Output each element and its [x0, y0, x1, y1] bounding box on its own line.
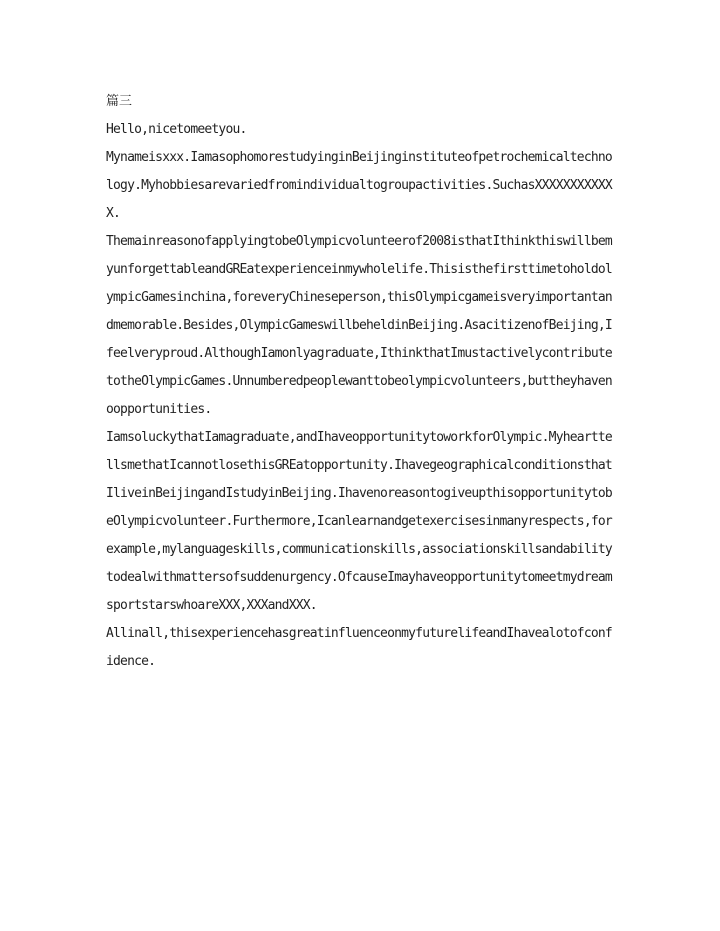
text-line: X. — [106, 206, 121, 221]
text-line: ThemainreasonofapplyingtobeOlympicvolunteerof2008isthatIthinkthiswillbem — [106, 234, 612, 249]
text-line: yunforgettableandGREatexperienceinmywholelife.Thisisthefirsttimetoholdol — [106, 262, 612, 277]
text-line: example,mylanguageskills,communicationskills,associationskillsandability — [106, 542, 612, 557]
text-line: ympicGamesinchina,foreveryChineseperson,thisOlympicgameisveryimportantan — [106, 290, 612, 305]
text-line: sportstarswhoareXXX,XXXandXXX. — [106, 598, 317, 613]
text-line: dmemorable.Besides,OlympicGameswillbeheldinBeijing.AsacitizenofBeijing,I — [106, 318, 612, 333]
text-line: IliveinBeijingandIstudyinBeijing.Ihavenoreasontogiveupthisopportunitytob — [106, 486, 612, 501]
text-line: todealwithmattersofsuddenurgency.OfcauseImayhaveopportunitytomeetmydream — [106, 570, 612, 585]
text-line: totheOlympicGames.Unnumberedpeoplewanttobeolympicvolunteers,buttheyhaven — [106, 374, 612, 389]
document-heading: 篇三 — [106, 94, 133, 109]
text-line: idence. — [106, 654, 156, 669]
text-line: Mynameisxxx.IamasophomorestudyinginBeijinginstituteofpetrochemicaltechno — [106, 150, 612, 165]
text-line: eOlympicvolunteer.Furthermore,Icanlearnandgetexercisesinmanyrespects,for — [106, 514, 612, 529]
text-line: feelveryproud.AlthoughIamonlyagraduate,IthinkthatImustactivelycontribute — [106, 346, 612, 361]
text-line: IamsoluckythatIamagraduate,andIhaveopportunitytoworkforOlympic.Myheartte — [106, 430, 612, 445]
text-line: Allinall,thisexperiencehasgreatinfluenceonmyfuturelifeandIhavealotofconf — [106, 626, 612, 641]
text-line: Hello,nicetomeetyou. — [106, 122, 247, 137]
text-line: llsmethatIcannotlosethisGREatopportunity.Ihavegeographicalconditionsthat — [106, 458, 612, 473]
text-line: oopportunities. — [106, 402, 212, 417]
document-body — [106, 88, 616, 676]
text-line: logy.Myhobbiesarevariedfromindividualtogroupactivities.SuchasXXXXXXXXXXX — [106, 178, 612, 193]
